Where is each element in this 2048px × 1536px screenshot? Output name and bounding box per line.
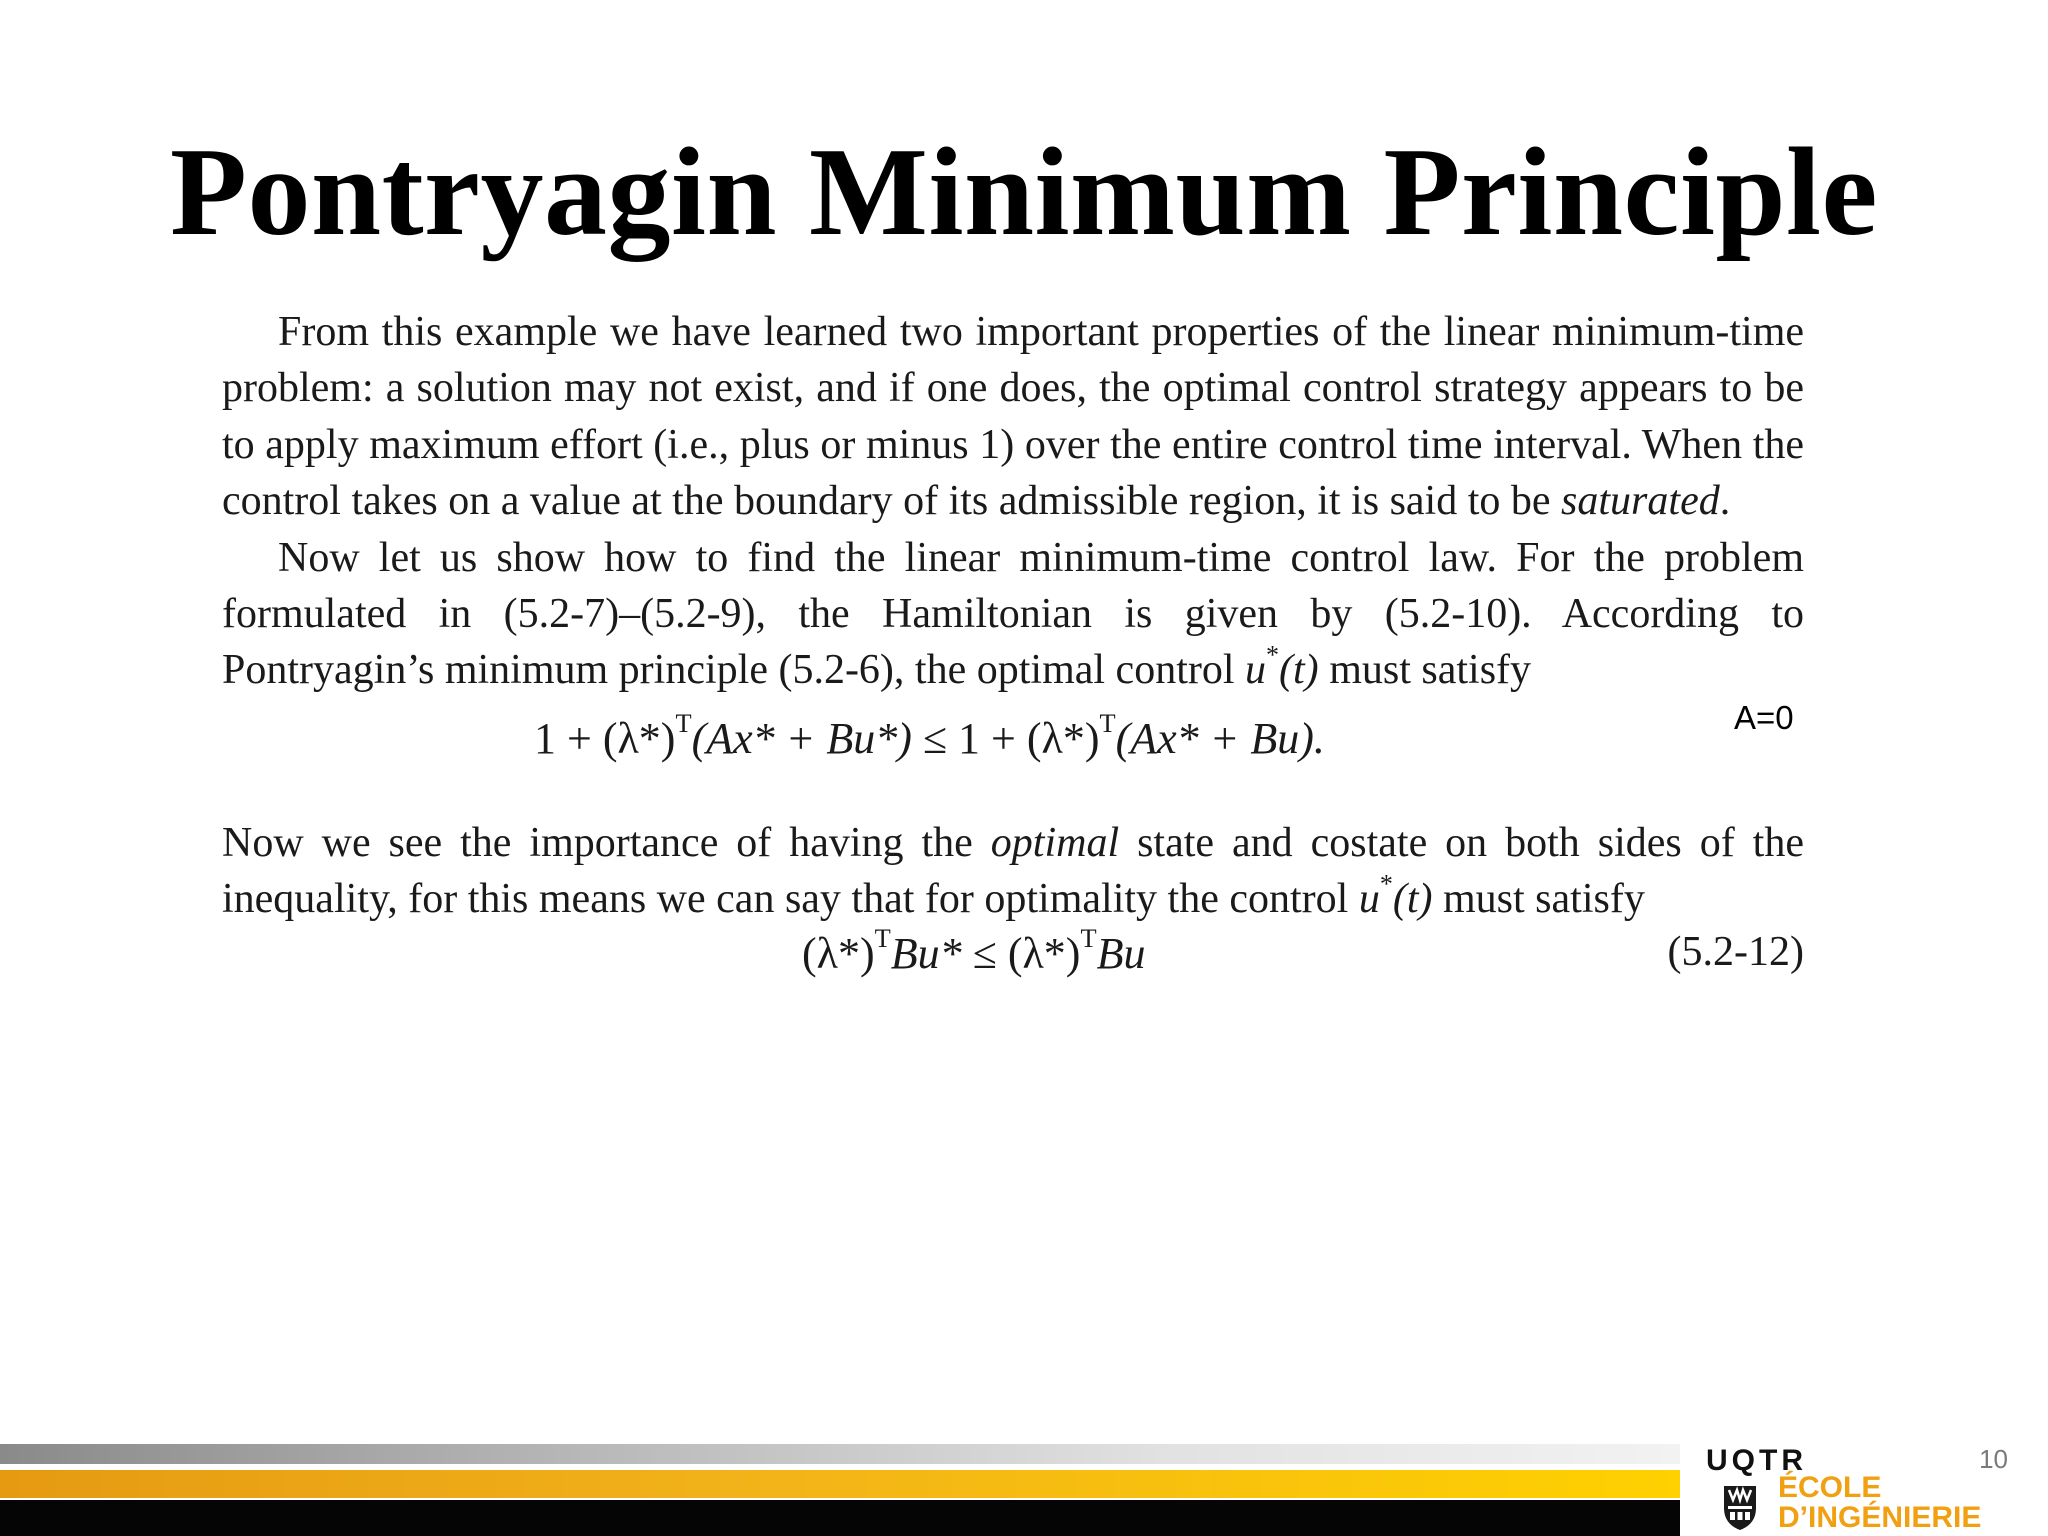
eq1-rhs-open: 1 + (λ*) bbox=[958, 713, 1100, 763]
footer-decoration bbox=[0, 1444, 1680, 1536]
eq2-rhs-open: (λ*) bbox=[1007, 928, 1081, 978]
slide-body bbox=[222, 304, 1804, 1000]
paragraph-optimality-middle: state and costate on both sides of the inequality, for this means we can say that for optimality the control bbox=[222, 819, 1804, 923]
eq1-lhs-transpose: T bbox=[675, 707, 692, 738]
eq2-relation: ≤ bbox=[961, 928, 1008, 978]
eq2-rhs-transpose: T bbox=[1080, 922, 1097, 953]
equation-hamiltonian-inequality bbox=[222, 699, 1804, 785]
paragraph-optimality-text: Now we see the importance of having the bbox=[222, 819, 991, 866]
eq1-rhs-transpose: T bbox=[1099, 707, 1116, 738]
footer-gray-bar bbox=[0, 1444, 1680, 1464]
crest-icon bbox=[1722, 1484, 1758, 1532]
eq2-lhs-term: Bu* bbox=[890, 928, 962, 978]
paragraph-control-law-text: Now let us show how to find the linear minimum-time control law. For the problem formulated in (5.2-7)–(5.2-9), the Hamiltonian is given by (5.2-10). According to Pontryagin’s minimum principle (5.2-6), the optimal control bbox=[222, 534, 1804, 694]
logo-ecole-text: ÉCOLE bbox=[1778, 1471, 1882, 1504]
eq2-lhs-transpose: T bbox=[874, 922, 891, 953]
footer-black-bar bbox=[0, 1500, 1680, 1536]
page-number: 10 bbox=[1979, 1444, 2008, 1474]
logo-ingenierie-text: D’INGÉNIERIE bbox=[1778, 1501, 1982, 1534]
eq1-rhs-term: (Ax* + Bu). bbox=[1115, 713, 1325, 763]
u-symbol: u bbox=[1245, 647, 1267, 694]
u-star: * bbox=[1266, 640, 1280, 670]
slide-title: Pontryagin Minimum Principle bbox=[170, 123, 1878, 262]
equation-2-expression bbox=[802, 922, 1146, 979]
paragraph-control-law-end: must satisfy bbox=[1318, 647, 1532, 694]
saturated-emphasis: saturated bbox=[1561, 478, 1720, 525]
annotation-a-zero: A=0 bbox=[1734, 698, 1794, 736]
equation-1-expression bbox=[534, 707, 1325, 764]
eq2-rhs-term: Bu bbox=[1096, 928, 1146, 978]
paragraph-optimality bbox=[222, 815, 1804, 928]
equation-5-2-12 bbox=[222, 922, 1804, 1000]
paragraph-properties-end: . bbox=[1719, 478, 1731, 525]
eq1-lhs-term: (Ax* + Bu*) bbox=[691, 713, 912, 763]
eq2-lhs-open: (λ*) bbox=[802, 928, 875, 978]
footer-orange-bar bbox=[0, 1470, 1680, 1498]
paragraph-properties-text: From this example we have learned two important properties of the linear minimum-time problem: a solution may not exist, and if one does, the optimal control strategy appears to be to apply maximum effort (i.e., plus or minus 1) over the entire control time interval. When the control takes on a value at the boundary of its admissible region, it is said to be bbox=[222, 309, 1804, 525]
paragraph-control-law bbox=[222, 530, 1804, 699]
paragraph-properties bbox=[222, 304, 1804, 530]
t-argument: (t) bbox=[1279, 647, 1319, 694]
u-symbol-2: u bbox=[1358, 876, 1380, 923]
paragraph-optimality-end: must satisfy bbox=[1432, 876, 1645, 923]
logo-uqtr-text: UQTR bbox=[1706, 1444, 1807, 1477]
optimal-emphasis: optimal bbox=[990, 819, 1120, 866]
u-star-2: * bbox=[1379, 869, 1393, 899]
equation-number: (5.2-12) bbox=[1667, 928, 1804, 975]
eq1-lhs-open: 1 + (λ*) bbox=[534, 713, 676, 763]
eq1-relation: ≤ bbox=[911, 713, 959, 763]
t-argument-2: (t) bbox=[1392, 876, 1433, 923]
